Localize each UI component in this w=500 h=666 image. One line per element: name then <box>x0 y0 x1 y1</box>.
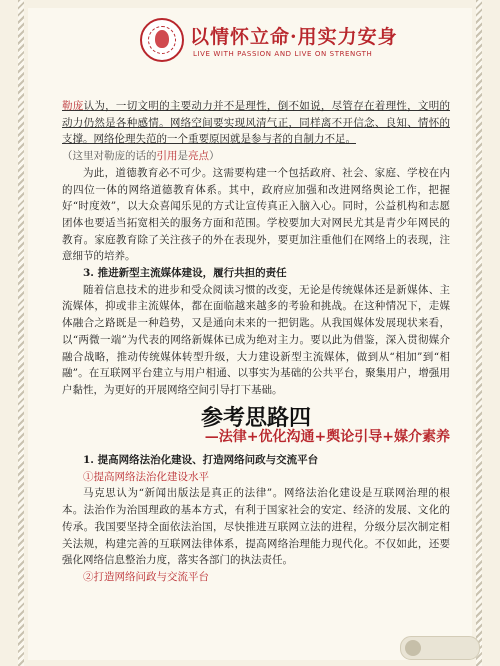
watermark-badge <box>400 636 480 660</box>
header-subtitle: LIVE WITH PASSION AND LIVE ON STRENGTH <box>193 50 373 58</box>
paragraph-1 <box>62 98 450 148</box>
note-highlight-1: 引用 <box>156 150 178 163</box>
note-mid: 是 <box>177 150 188 163</box>
watermark-icon <box>405 640 421 656</box>
subheading-1a: ①提高网络法治化建设水平 <box>83 470 209 483</box>
paragraph-3: 随着信息技术的进步和受众阅读习惯的改变，无论是传统媒体还是新媒体、主流媒体，抑或非主流媒体，都在面临越来越多的考验和挑战。在这种情况下，走媒体融合之路既是一种趋势，又是通向未来的一把钥匙。从我国媒体发展现状来看，以“两微一端”为代表的网络新媒体已成为绝对主力。要以此为借鉴，深入贯彻媒介融合战略，推动传统媒体转型升级，大力建设新型主流媒体，做到从“相加”到“相融”。在互联网平台建立与用户相通、以事实为基础的公共平台，聚集用户，增强用户黏性，为更好的开展网络空间引导打下基础。 <box>62 283 450 396</box>
article-body <box>62 98 450 586</box>
header-title: 以情怀立命·用实力安身 <box>190 26 398 48</box>
page-header <box>140 14 440 84</box>
section-subtitle: —法律+优化沟通+舆论引导+媒介素养 <box>204 429 450 446</box>
heading-3: 3. 推进新型主流媒体建设，履行共担的责任 <box>83 267 287 280</box>
note-highlight-2: 亮点 <box>188 150 209 163</box>
left-border <box>18 0 24 666</box>
subheading-1b: ②打造网络问政与交流平台 <box>83 570 209 583</box>
logo-mark <box>155 30 169 48</box>
heading-1: 1. 提高网络法治化建设、打造网络问政与交流平台 <box>83 454 319 467</box>
note-suffix: ） <box>209 150 220 163</box>
paragraph-4: 马克思认为“新闻出版法是真正的法律”。网络法治化建设是互联网治理的根本。法治作为治国理政的基本方式，有利于国家社会的安定、经济的发展、文化的传承。我国要坚持全面依法治国，尽快推进互联网立法的进程，分级分层次制定相关法规，构建完善的互联网法律体系，提高网络治理能力现代化。不仅如此，还要强化网络信息整治力度，落实各部门的执法责任。 <box>62 487 450 567</box>
right-border <box>476 0 482 666</box>
paragraph-2: 为此，道德教育必不可少。这需要构建一个包括政府、社会、家庭、学校在内的四位一体的网络道德教育体系。其中，政府应加强和改进网络舆论工作，把握好“时度效”，以大众喜闻乐见的方式让宣传真正入脑入心。同时，公益机构和志愿团体也要适当拓宽相关的服务方面和范围。学校要加大对网民尤其是青少年网民的教育。家庭教育除了关注孩子的外在表现外，要更加注重他们在网络上的表现，注意细节的培养。 <box>62 166 450 263</box>
note-prefix: （这里对勒庞的话的 <box>62 150 157 163</box>
commentary-note <box>62 148 450 165</box>
section-title: 参考思路四 <box>200 405 311 431</box>
paragraph-1-text: 认为，一切文明的主要动力并不是理性，倒不如说，尽管存在着理性，文明的动力仍然是各种感情。网络空间要实现风清气正，同样离不开信念、良知、情怀的支撑。网络伦理失范的一个重要原因就是参与者的自制力不足。 <box>62 100 451 146</box>
logo-icon <box>140 18 184 62</box>
quoted-name: 勒庞 <box>62 100 84 112</box>
